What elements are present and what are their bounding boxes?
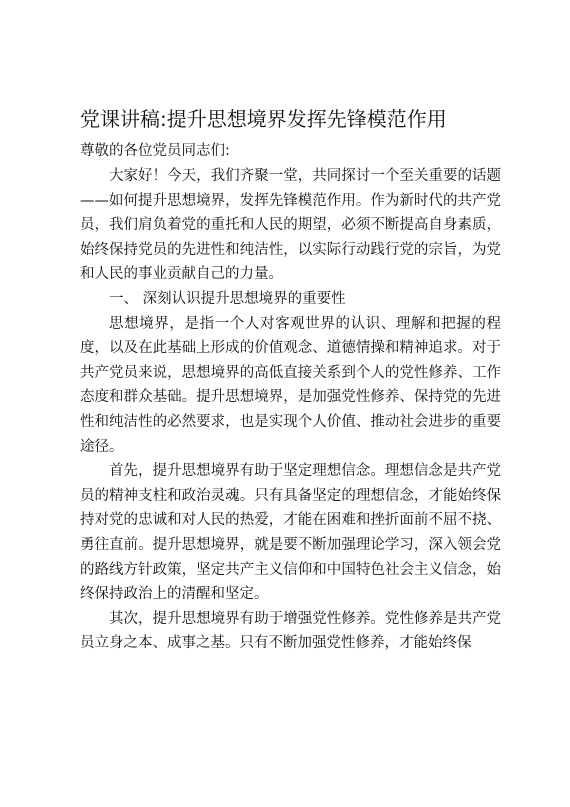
document-title: 党课讲稿:提升思想境界发挥先锋模范作用: [80, 107, 447, 131]
body-paragraph: 思想境界，是指一个人对客观世界的认识、理解和把握的程度，以及在此基础上形成的价值观念、道德情操和精神追求。对于共产党员来说，思想境界的高低直接关系到个人的党性修养、工作态度和群众基础。提升思想境界，是加强党性修养、保持党的先进性和纯洁性的必然要求，也是实现个人价值、推动社会进步的重要途径。: [80, 315, 501, 455]
intro-paragraph: 大家好！今天，我们齐聚一堂，共同探讨一个至关重要的话题——如何提升思想境界，发挥先锋模范作用。作为新时代的共产党员，我们肩负着党的重托和人民的期望，必须不断提高自身素质，始终保持党员的先进性和纯洁性，以实际行动践行党的宗旨，为党和人民的事业贡献自己的力量。: [80, 168, 501, 283]
salutation: 尊敬的各位党员同志们:: [80, 143, 230, 159]
section-heading: 一、 深刻认识提升思想境界的重要性: [109, 290, 346, 307]
body-paragraph: 首先，提升思想境界有助于坚定理想信念。理想信念是共产党员的精神支柱和政治灵魂。只有具备坚定的理想信念，才能始终保持对党的忠诚和对人民的热爱，才能在困难和挫折面前不屈不挠、勇往直前。提升思想境界，就是要不断加强理论学习，深入领会党的路线方针政策，坚定共产主义信仰和中国特色社会主义信念，始终保持政治上的清醒和坚定。: [80, 463, 501, 603]
body-paragraph: 其次，提升思想境界有助于增强党性修养。党性修养是共产党员立身之本、成事之基。只有不断加强党性修养，才能始终保: [80, 610, 501, 652]
document-body: [80, 164, 501, 656]
